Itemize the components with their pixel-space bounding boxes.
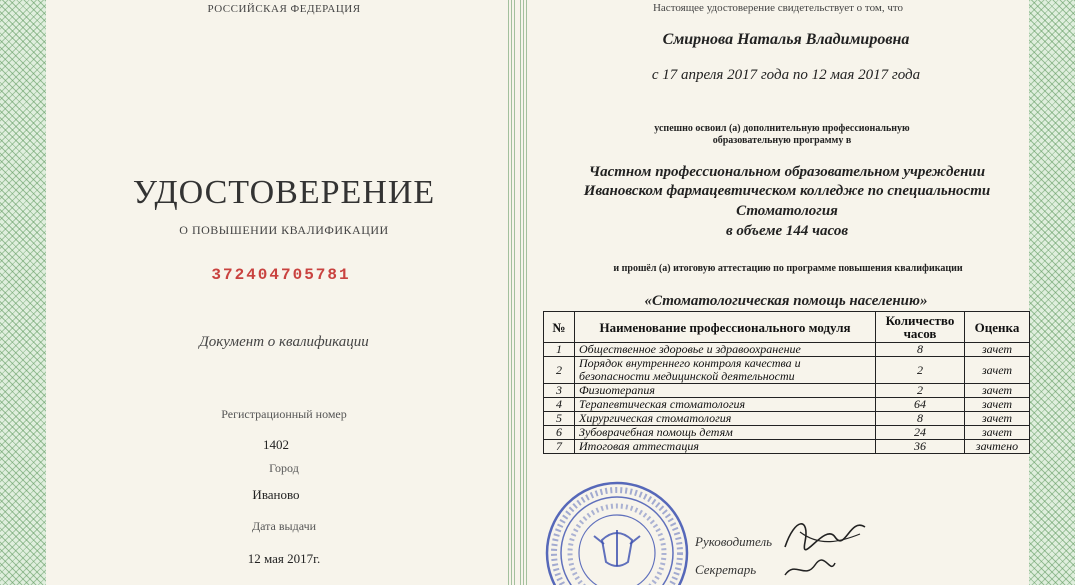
cell-name: Хирургическая стоматология — [575, 412, 876, 426]
cell-hours: 8 — [876, 343, 965, 357]
cell-hours: 24 — [876, 426, 965, 440]
column-header-module: Наименование профессионального модуля — [575, 312, 876, 343]
director-signature — [780, 512, 870, 557]
cell-num: 3 — [544, 384, 575, 398]
cell-num: 5 — [544, 412, 575, 426]
issue-date-value: 12 мая 2017г. — [247, 551, 321, 566]
cell-hours: 64 — [876, 398, 965, 412]
cell-name: Итоговая аттестация — [575, 440, 876, 454]
city-value: Иваново — [252, 487, 300, 502]
table-header-row — [544, 312, 1030, 343]
cell-grade: зачет — [965, 426, 1030, 440]
organization-line1: Частном профессиональном образовательном учреждении — [588, 164, 986, 180]
reg-number-label: Регистрационный номер — [221, 407, 347, 421]
specialty: Стоматология — [736, 203, 838, 219]
cell-num: 7 — [544, 440, 575, 454]
mastered-text-line2: образовательную программу в — [712, 135, 852, 146]
city-label: Город — [269, 461, 299, 475]
cell-hours: 36 — [876, 440, 965, 454]
attestation-text: и прошёл (а) итоговую аттестацию по программе повышения квалификации — [613, 263, 963, 274]
table-row — [544, 426, 1030, 440]
left-guilloche-border — [0, 0, 46, 585]
cell-hours: 8 — [876, 412, 965, 426]
table-row — [544, 412, 1030, 426]
cell-hours: 2 — [876, 384, 965, 398]
cell-name: Терапевтическая стоматология — [575, 398, 876, 412]
cell-hours: 2 — [876, 357, 965, 384]
program-name: «Стоматологическая помощь населению» — [644, 293, 928, 309]
cell-grade: зачет — [965, 398, 1030, 412]
cell-name: Физиотерапия — [575, 384, 876, 398]
cell-grade: зачет — [965, 412, 1030, 426]
issue-date-label: Дата выдачи — [251, 519, 317, 533]
secretary-label: Секретарь — [695, 562, 757, 577]
table-row — [544, 357, 1030, 384]
country-header: РОССИЙСКАЯ ФЕДЕРАЦИЯ — [207, 3, 361, 15]
cell-name: Общественное здоровье и здравоохранение — [575, 343, 876, 357]
cell-grade: зачет — [965, 343, 1030, 357]
table-row — [544, 440, 1030, 454]
cell-num: 2 — [544, 357, 575, 384]
cell-num: 6 — [544, 426, 575, 440]
column-header-number: № — [544, 312, 575, 343]
column-header-grade: Оценка — [965, 312, 1030, 343]
cell-name: Порядок внутреннего контроля качества и безопасности медицинской деятельности — [575, 357, 876, 384]
serial-number: 372404705781 — [211, 266, 351, 284]
cell-grade: зачет — [965, 384, 1030, 398]
fold-ornament-right — [520, 0, 528, 585]
secretary-signature — [780, 555, 840, 585]
column-header-hours: Количество часов — [876, 312, 965, 343]
director-label: Руководитель — [695, 534, 773, 549]
cell-grade: зачтено — [965, 440, 1030, 454]
cell-grade: зачет — [965, 357, 1030, 384]
study-period: с 17 апреля 2017 года по 12 мая 2017 года — [651, 67, 921, 83]
organization-line2: Ивановском фармацевтическом колледже по специальности — [583, 183, 991, 199]
reg-number-value: 1402 — [263, 437, 289, 452]
cell-num: 1 — [544, 343, 575, 357]
cell-num: 4 — [544, 398, 575, 412]
intro-text: Настоящее удостоверение свидетельствует о том, что — [652, 2, 904, 14]
program-volume: в объеме 144 часов — [725, 223, 849, 239]
fold-ornament-left — [508, 0, 516, 585]
right-guilloche-border — [1029, 0, 1075, 585]
table-row — [544, 398, 1030, 412]
table-row — [544, 343, 1030, 357]
document-subtitle: О ПОВЫШЕНИИ КВАЛИФИКАЦИИ — [179, 223, 389, 237]
table-row — [544, 384, 1030, 398]
holder-name: Смирнова Наталья Владимировна — [662, 31, 910, 48]
cell-name: Зубоврачебная помощь детям — [575, 426, 876, 440]
modules-table — [543, 311, 1030, 454]
official-stamp — [542, 478, 692, 585]
document-title: УДОСТОВЕРЕНИЕ — [132, 174, 436, 211]
document-type: Документ о квалификации — [199, 334, 369, 350]
mastered-text-line1: успешно освоил (а) дополнительную профессиональную — [654, 123, 910, 134]
